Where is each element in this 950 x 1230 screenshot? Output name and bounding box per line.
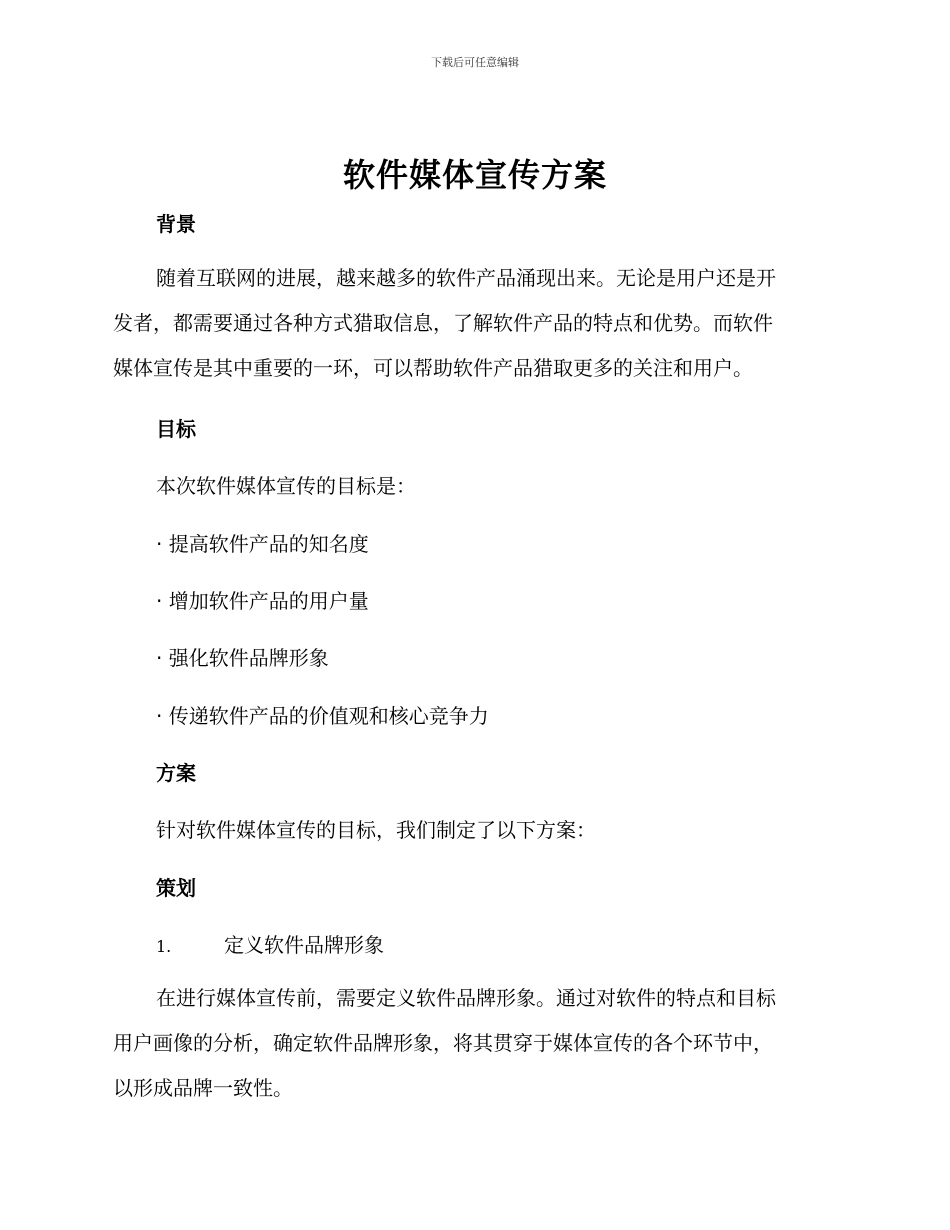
goal-bullet-2: · 增加软件产品的用户量 bbox=[156, 589, 369, 613]
item-text: 定义软件品牌形象 bbox=[224, 933, 384, 957]
paragraph-line: 用户画像的分析，确定软件品牌形象，将其贯穿于媒体宣传的各个环节中， bbox=[113, 1031, 773, 1055]
paragraph-line: 发者，都需要通过各种方式猎取信息，了解软件产品的特点和优势。而软件 bbox=[113, 311, 773, 335]
heading-planning: 策划 bbox=[156, 876, 196, 900]
goal-bullet-3: · 强化软件品牌形象 bbox=[156, 646, 329, 670]
goal-intro: 本次软件媒体宣传的目标是： bbox=[156, 474, 416, 498]
paragraph-line: 以形成品牌一致性。 bbox=[113, 1076, 293, 1100]
heading-plan: 方案 bbox=[156, 761, 196, 785]
background-paragraph bbox=[113, 256, 843, 391]
goal-bullet-4: · 传递软件产品的价值观和核心竞争力 bbox=[156, 704, 489, 728]
paragraph-line: 媒体宣传是其中重要的一环，可以帮助软件产品猎取更多的关注和用户。 bbox=[113, 356, 753, 380]
item-number: 1. bbox=[156, 937, 172, 956]
document-title: 软件媒体宣传方案 bbox=[342, 156, 607, 194]
planning-paragraph bbox=[113, 976, 843, 1111]
numbered-item-1 bbox=[156, 929, 384, 958]
heading-goal: 目标 bbox=[156, 417, 196, 441]
plan-intro: 针对软件媒体宣传的目标，我们制定了以下方案： bbox=[156, 818, 596, 842]
paragraph-line: 在进行媒体宣传前，需要定义软件品牌形象。通过对软件的特点和目标 bbox=[156, 986, 776, 1010]
heading-background: 背景 bbox=[156, 212, 196, 236]
goal-bullet-1: · 提高软件产品的知名度 bbox=[156, 532, 369, 556]
page-header: 下载后可任意编辑 bbox=[431, 56, 519, 69]
paragraph-line: 随着互联网的进展，越来越多的软件产品涌现出来。无论是用户还是开 bbox=[156, 266, 776, 290]
